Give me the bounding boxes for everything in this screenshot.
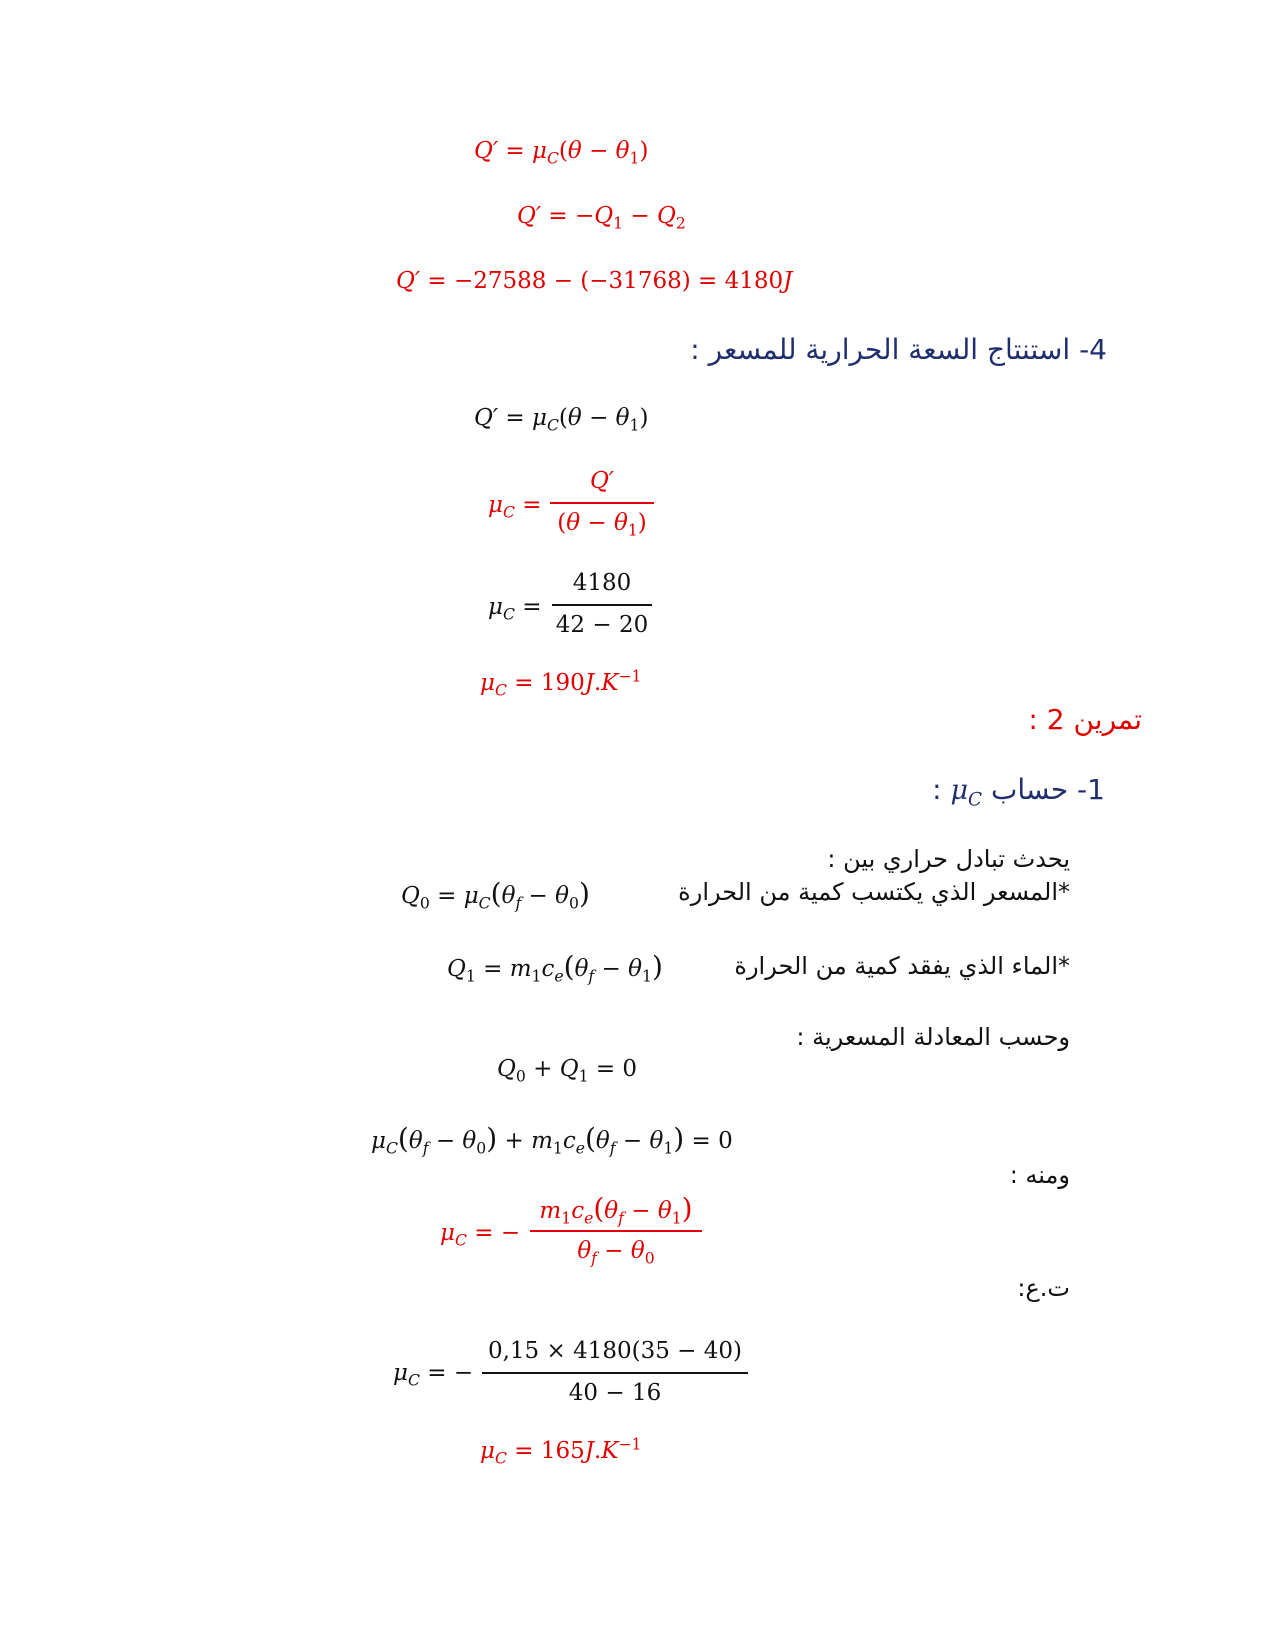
- intro-text: يحدث تبادل حراري بين :: [827, 845, 1070, 873]
- fraction-muc-numeric: [552, 570, 652, 640]
- exercise2-title: تمرين 2 :: [1028, 703, 1142, 736]
- hence-label: ومنه :: [1009, 1161, 1070, 1189]
- result-muc-165: $\mu_C = 165J.K^{-1}$: [480, 1434, 642, 1468]
- fraction-bar: [550, 502, 654, 504]
- fraction-denominator: 42 − 20: [555, 612, 649, 638]
- numeric-application-label: ت.ع:: [1017, 1274, 1070, 1302]
- equation-q1: $Q_1 = m_1c_e(\theta_f - \theta_1)$: [447, 950, 663, 986]
- fraction-numerator: $m_1c_e(\theta_f - \theta_1)$: [539, 1192, 693, 1228]
- fraction-denominator: 40 − 16: [568, 1380, 662, 1406]
- fraction-muc-formula: [530, 1192, 702, 1268]
- frac4-lhs: $\mu_C$ = −: [393, 1360, 474, 1390]
- step4-heading: 4- استنتاج السعة الحرارية للمسعر :: [690, 333, 1107, 366]
- frac1-lhs: $\mu_C$ =: [488, 492, 542, 522]
- fraction-denominator: $(\theta - \theta_1)$: [557, 510, 647, 540]
- fraction-denominator: $\theta_f - \theta_0$: [577, 1238, 655, 1268]
- equation-q-prime-heat: $Q' = \mu_C(\theta - \theta_1)$: [474, 138, 649, 168]
- equation-expanded: $\mu_C(\theta_f - \theta_0) + m_1c_e(\theta_f - \theta_1) = 0$: [371, 1122, 733, 1158]
- fraction-bar: [530, 1230, 702, 1232]
- calorimeter-line: *المسعر الذي يكتسب كمية من الحرارة: [678, 878, 1070, 906]
- fraction-bar: [482, 1372, 748, 1374]
- fraction-numerator: 0,15 × 4180(35 − 40): [487, 1338, 742, 1364]
- calorimetric-equation-label: وحسب المعادلة المسعرية :: [796, 1023, 1070, 1051]
- equation-q-prime-sum: $Q' = -Q_1 - Q_2$: [517, 203, 686, 233]
- fraction-numerator: 4180: [572, 570, 632, 596]
- result-muc-190: $\mu_C = 190J.K^{-1}$: [480, 666, 642, 700]
- equation-q-prime-numeric: Q′ = −27588 − (−31768) = 4180J: [396, 268, 793, 294]
- frac2-lhs: $\mu_C$ =: [488, 594, 542, 624]
- equation-q-prime-black: $Q' = \mu_C(\theta - \theta_1)$: [474, 405, 649, 435]
- fraction-bar: [552, 604, 652, 606]
- fraction-muc-numeric-2: [482, 1338, 748, 1408]
- water-line: *الماء الذي يفقد كمية من الحرارة: [734, 952, 1070, 980]
- equation-q0: $Q_0 = \mu_C(\theta_f - \theta_0)$: [401, 877, 590, 913]
- fraction-muc-symbolic: [550, 468, 654, 540]
- equation-sum-zero: $Q_0 + Q_1 = 0$: [497, 1056, 638, 1086]
- fraction-numerator: Q′: [589, 468, 615, 494]
- frac3-lhs: $\mu_C$ = −: [440, 1220, 521, 1250]
- step1-heading: 1- حساب $\mu_C$ :: [932, 773, 1105, 811]
